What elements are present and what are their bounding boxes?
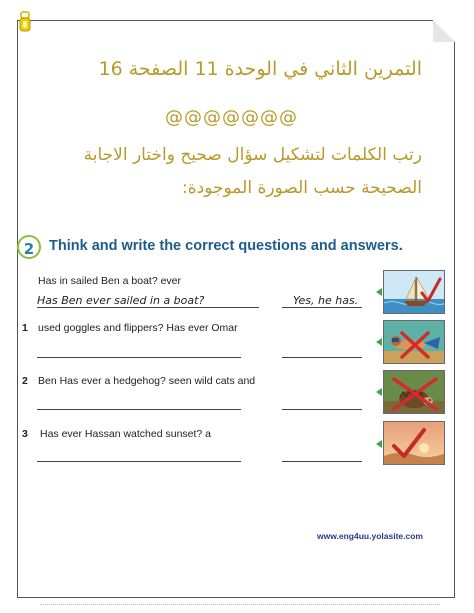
sunset-picture	[383, 421, 445, 465]
item-question-line[interactable]	[37, 461, 241, 462]
item-scrambled-words: Has ever Hassan watched sunset? a	[40, 428, 212, 440]
arabic-instruction-line-1: رتب الكلمات لتشكيل سؤال صحيح واختار الاجابة	[83, 145, 422, 165]
example-short-answer: Yes, he has.	[293, 294, 359, 307]
arabic-title: التمرين الثاني في الوحدة 11 الصفحة 16	[98, 58, 422, 80]
item-number: 2	[22, 375, 28, 387]
arabic-instruction-line-2: الصحيحة حسب الصورة الموجودة:	[182, 178, 422, 198]
item-answer-line[interactable]	[282, 357, 362, 358]
item-number: 3	[22, 428, 28, 440]
item-answer-line[interactable]	[282, 409, 362, 410]
sailboat-picture	[383, 270, 445, 314]
item-scrambled-words: used goggles and flippers? Has ever Omar	[38, 322, 238, 334]
example-scrambled-words: Has in sailed Ben a boat? ever	[38, 275, 182, 287]
hedgehog-picture	[383, 370, 445, 414]
pointer-arrow-icon	[376, 338, 382, 346]
pointer-arrow-icon	[376, 388, 382, 396]
pointer-arrow-icon	[376, 440, 382, 448]
arabic-at-signs: @@@@@@@	[165, 107, 298, 128]
page-curl	[433, 20, 455, 42]
pointer-arrow-icon	[376, 288, 382, 296]
item-question-line[interactable]	[37, 409, 241, 410]
example-answer-line	[282, 307, 362, 308]
item-question-line[interactable]	[37, 357, 241, 358]
exercise-number-badge: 2	[17, 235, 41, 259]
example-question-line	[37, 307, 259, 308]
footer-website-url[interactable]: www.eng4uu.yolasite.com	[317, 531, 423, 541]
item-scrambled-words: Ben Has ever a hedgehog? seen wild cats and	[38, 375, 256, 387]
bottom-divider	[40, 604, 440, 605]
item-number: 1	[22, 322, 28, 334]
exercise-heading: Think and write the correct questions and answers.	[49, 238, 403, 254]
paperclip-icon	[18, 11, 32, 33]
example-question-answer: Has Ben ever sailed in a boat?	[37, 294, 205, 307]
item-answer-line[interactable]	[282, 461, 362, 462]
snorkel-diver-picture	[383, 320, 445, 364]
